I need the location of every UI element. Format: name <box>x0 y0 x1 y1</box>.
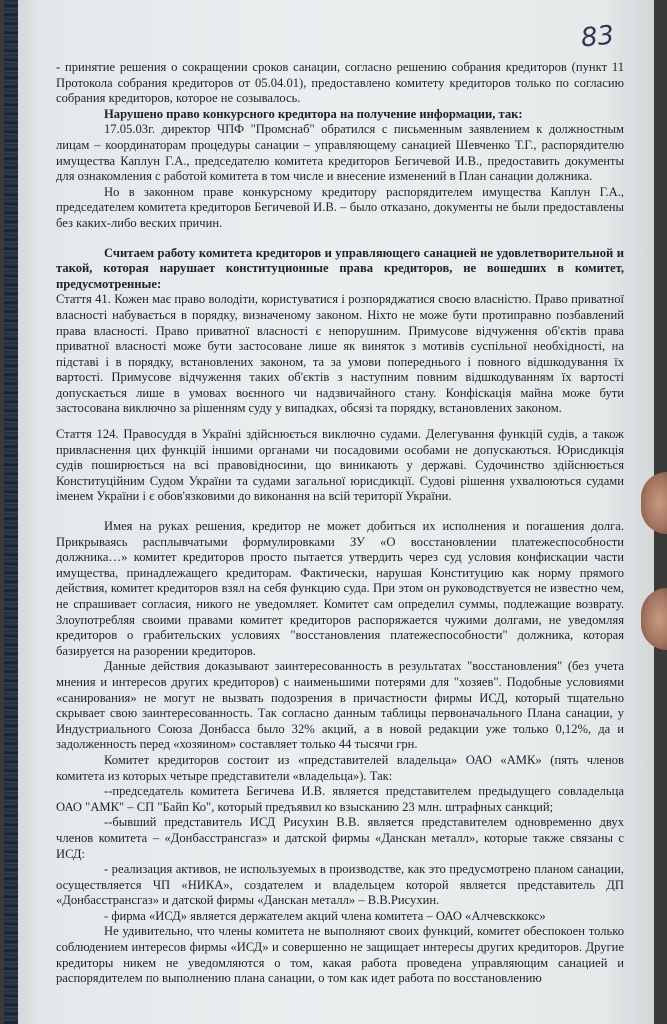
paragraph: Комитет кредиторов состоит из «представителей владельца» ОАО «АМК» (пять членов комитета из которых четыре представители «владельца»). Так: <box>56 752 624 783</box>
paragraph-gap <box>56 417 624 427</box>
scan-edge <box>4 0 18 1024</box>
document-page <box>4 0 654 1024</box>
paragraph: Считаем работу комитета кредиторов и управляющего санацией не удовлетворительной и такой, которая нарушает конституционные права кредиторов, не вошедших в комитет, предусмотренные: <box>56 245 624 291</box>
paragraph: --бывший представитель ИСД Рисухин В.В. является представителем одновременно двух членов комитета – «Донбасстрансгаз» и датской фирмы «Данскан металл», которые также связаны с ИСД: <box>56 815 624 861</box>
paragraph: Нарушено право конкурсного кредитора на получение информации, так: <box>104 106 523 121</box>
paragraph: Стаття 41. Кожен має право володіти, користуватися і розпоряджатися своєю власністю. Право приватної власності набувається в порядку, визначеному законом. Ніхто не може бути протиправно позбавлений права власності. Право приватної власності є непорушним. Примусове відчуження об'єктів права приватної власності може бути застосоване лише як виняток з мотивів суспільної необхідності, на підставі і в порядку, встановлених законом, та за умови попереднього і повного відшкодування їх вартості. Примусове відчуження таких об'єктів з наступним повним відшкодуванням їх вартості допускається лише в умовах воєнного чи надзвичайного стану. Конфіскація майна може бути застосована виключно за рішенням суду у випадках, обсязі та порядку, встановлених законом. <box>56 292 624 416</box>
paragraph: Стаття 124. Правосуддя в Україні здійснюється виключно судами. Делегування функцій судів, а також привласнення цих функцій іншими органами чи посадовими особами не допускаються. Юрисдикція судів поширюється на всі правовідносини, що виникають у державі. Судочинство здійснюється Конституційним Судом України та судами загальної юрисдикції. Судові рішення ухвалюються судами іменем України і є обов'язковими до виконання на всій території України. <box>56 427 624 504</box>
paragraph: 17.05.03г. директор ЧПФ "Промснаб" обратился с письменным заявлением к должностным лицам – координаторам процедуры санации – управляющему санацией Шевченко Т.Г., распорядителю имущества Каплун Г.А., председателю комитета кредиторов Бегичевой И.В., предоставить документы для ознакомления с работой комитета в том числе и внесение изменений в План санации должника. <box>56 122 624 184</box>
handwritten-page-number: 83 <box>579 20 616 54</box>
paragraph: Не удивительно, что члены комитета не выполняют своих функций, комитет обеспокоен только соблюдением интересов фирмы «ИСД» и совершенно не защищает интересы других кредиторов. Другие кредиторы никем не уведомляются о том, какая работа проведена управляющим санацией и распорядителем по выполнению плана санации, о том как идет работа по восстановлению <box>56 924 624 986</box>
paragraph: - фирма «ИСД» является держателем акций члена комитета – ОАО «Алчевсккокс» <box>104 908 546 923</box>
paragraph: Данные действия доказывают заинтересованность в результатах "восстановления" (без учета мнения и интересов других кредиторов) с наименьшими потерями для "хозяев". Подобные условиями «санирования» не могут не вызвать подозрения в причастности фирмы ИСД, который тщательно скрывает свою заинтересованность. Так согласно данным таблицы первоначального Плана санации, у Индустриального Союза Донбасса было 32% акций, а в новой редакции уже только 0,12%, да и задолженность перед «хозяином» составляет только 44 тысячи грн. <box>56 659 624 752</box>
paragraph-gap <box>56 505 624 519</box>
paragraph: - принятие решения о сокращении сроков санации, согласно решению собрания кредиторов (пункт 11 Протокола собрания кредиторов от 05.04.01), предоставлено комитету кредиторов только по согласию собрания кредиторов, которое не созывалось. <box>56 60 624 106</box>
paragraph: - реализация активов, не используемых в производстве, как это предусмотрено планом санации, осуществляется ЧП «НИКА», создателем и владельцем которой является представитель ДП «Донбасстрансгаз» и датской фирмы «Данскан металл» – В.В.Рисухин. <box>56 862 624 908</box>
paragraph-gap <box>56 232 624 246</box>
paragraph: --председатель комитета Бегичева И.В. является представителем предыдущего совладельца ОАО "АМК" – СП "Байп Ко", который предъявил ко взысканию 23 млн. штрафных санкций; <box>56 784 624 814</box>
paragraph: Имея на руках решения, кредитор не может добиться их исполнения и погашения долга. Прикрываясь расплывчатыми формулировками ЗУ «О восстановлении платежеспособности должника…» комитет кредиторов просто пытается утвердить через суд условия конфискации части имущества, принадлежащего кредиторам. Фактически, нарушая Конституцию как норму прямого действия, комитет кредиторов взял на себя функцию суда. При этом он руководствуется не известно чем, не спрашивает согласия, никого не уведомляет. Комитет сам определил суммы, подлежащие возврату. Злоупотребляя своими правами комитет кредиторов распоряжается чужими долгами, не уведомляя кредиторов о грабительских условиях "восстановления платежеспособности" должника, которая базируется на разорении кредиторов. <box>56 519 624 658</box>
paragraph: Но в законном праве конкурсному кредитору распорядителем имущества Каплун Г.А., председателем комитета кредиторов Бегичевой И.В. – было отказано, документы не были предоставлены без каких-либо веских причин. <box>56 184 624 230</box>
document-body <box>56 60 624 987</box>
